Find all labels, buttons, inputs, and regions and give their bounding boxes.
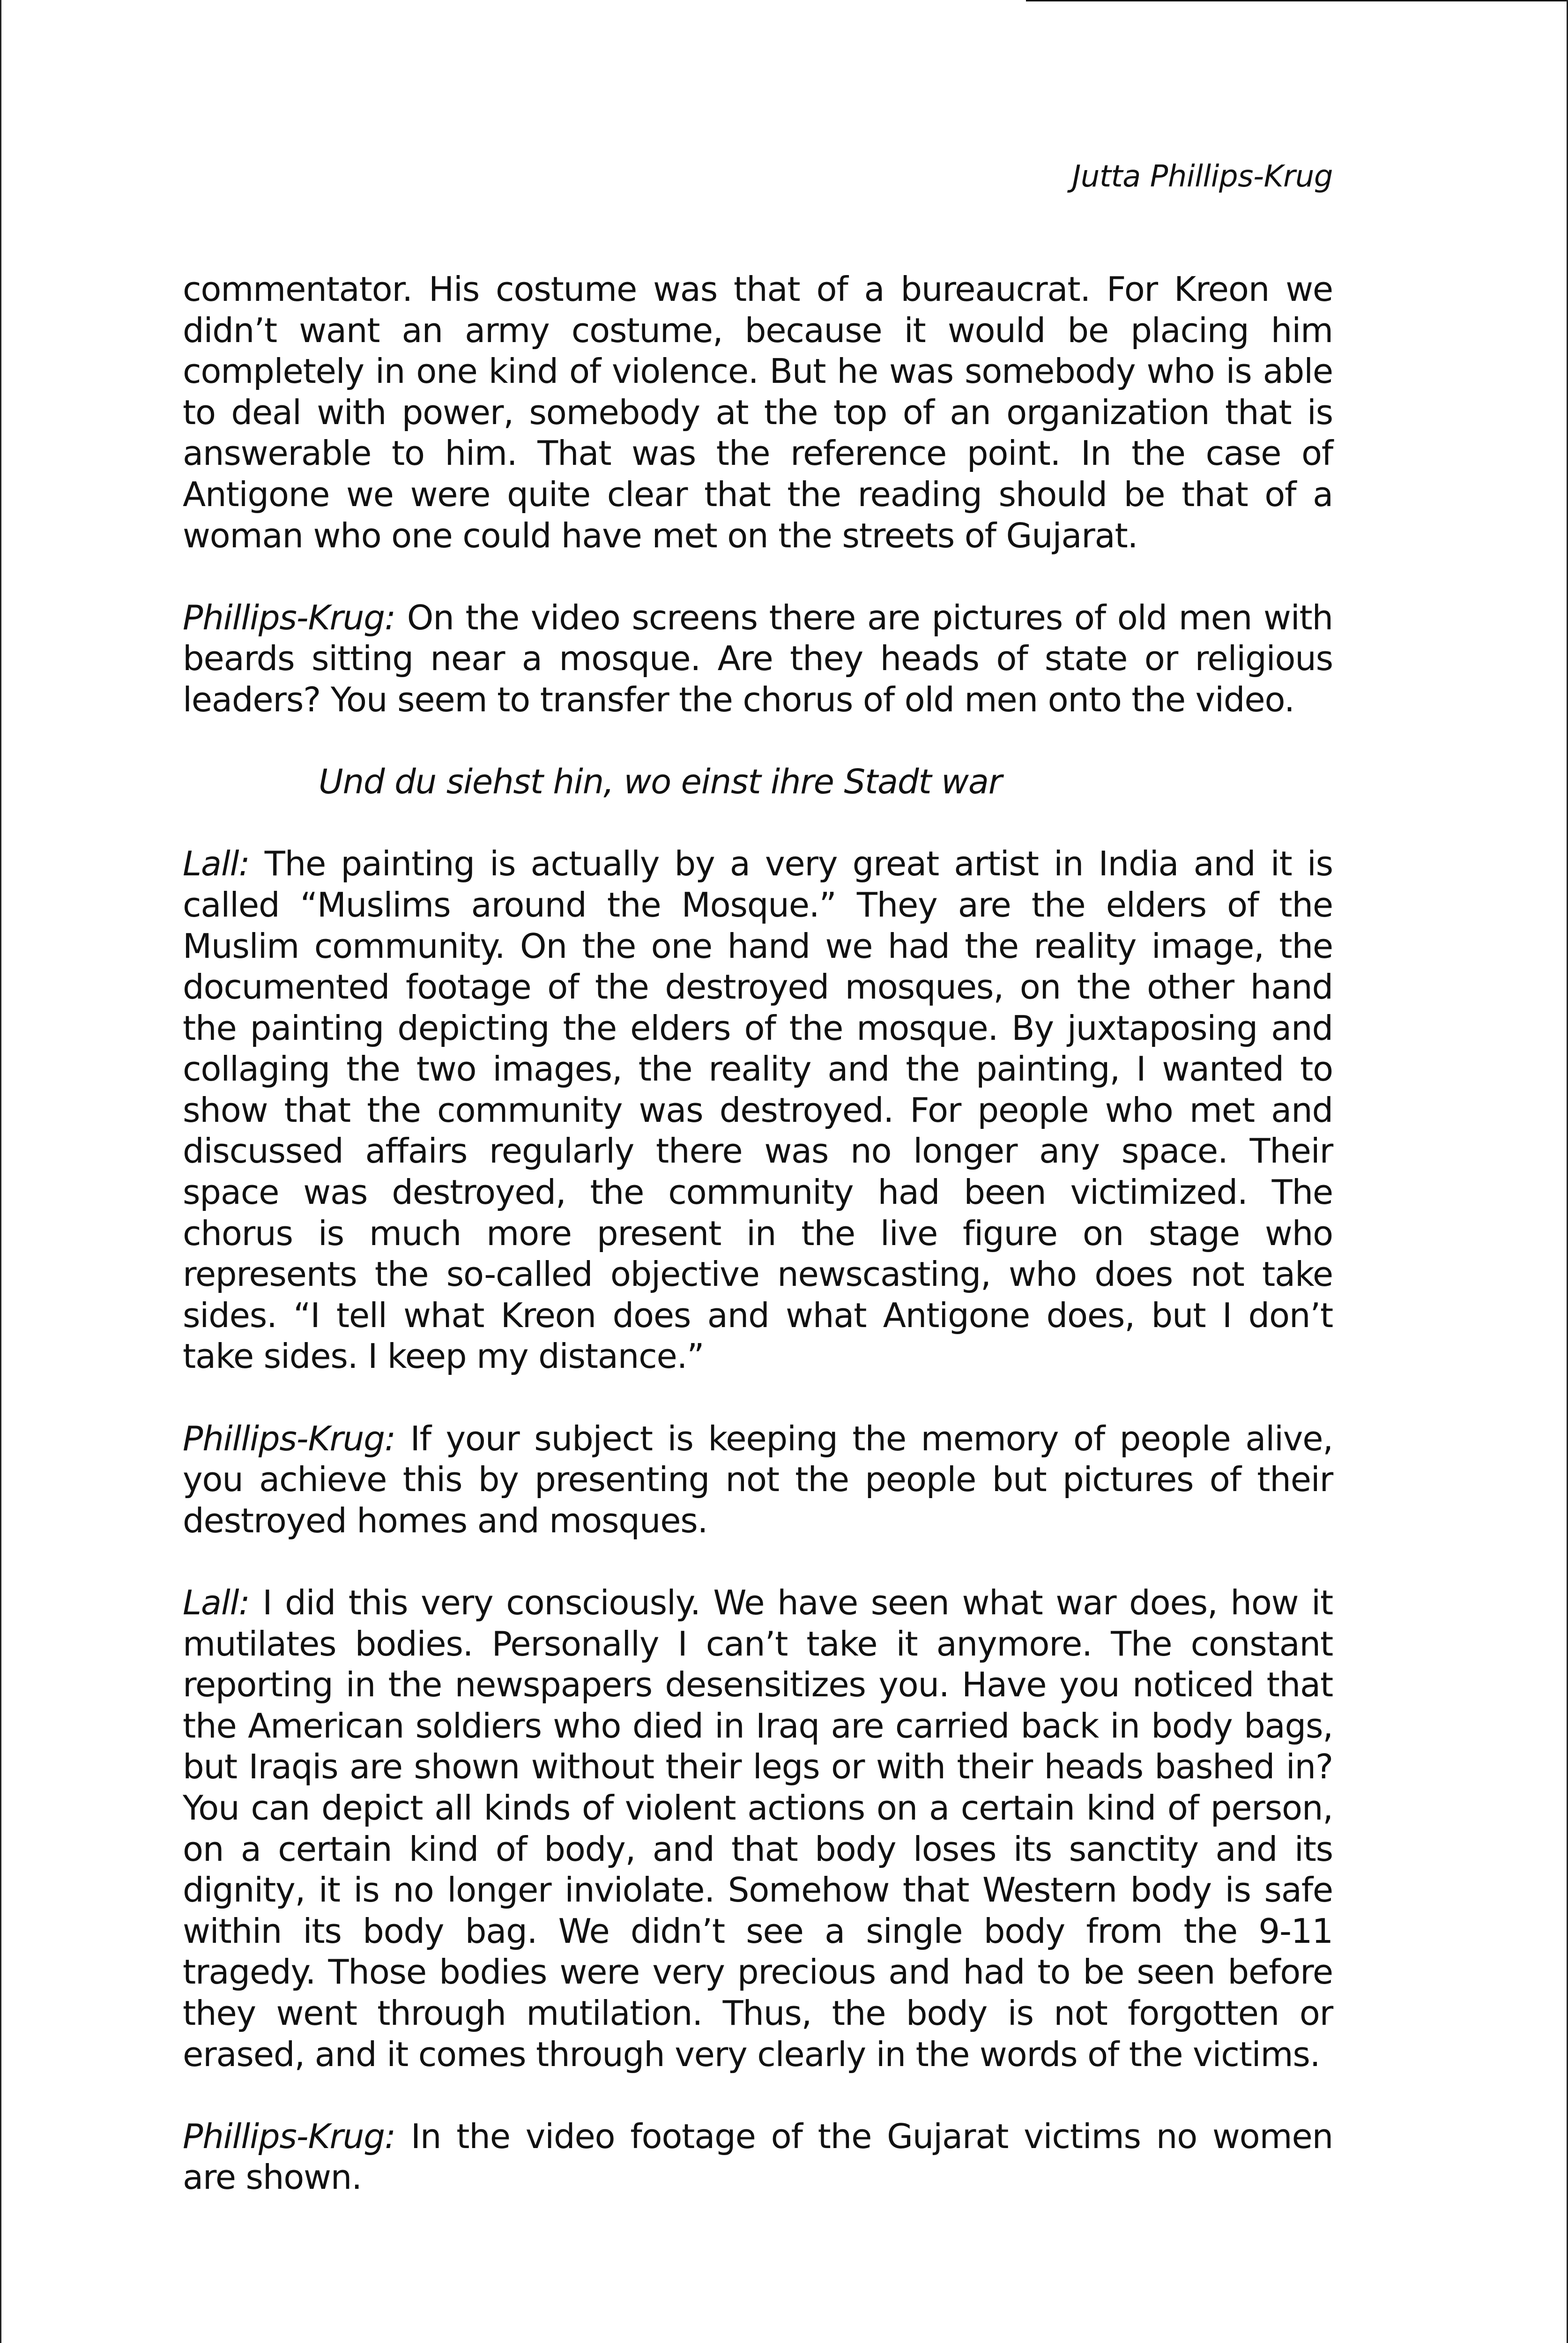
paragraph-text: The painting is actually by a very great artist in India and it is called “Muslims around the Mosque.” They are the elders of the Muslim community. On the one hand we had the reality image, the documented footage of the destroyed mosques, on the other hand the painting depicting the elders of the mosque. By juxtaposing and collaging the two images, the reality and the painting, I wanted to show that the community was destroyed. For people who met and discussed affairs regularly there was no longer any space. Their space was destroyed, the community had been victimized. The chorus is much more present in the live figure on stage who represents the so-called objective newscasting, who does not take sides. “I tell what Kreon does and what Antigone does, but I don’t take sides. I keep my distance.” [183,844,1333,1376]
speaker-label: Lall: [183,1583,250,1622]
running-head: Jutta Phillips-Krug [1072,159,1333,194]
speaker-label: Phillips-Krug: [183,1418,395,1458]
paragraph-text: I did this very consciously. We have seen what war does, how it mutilates bodies. Personally I can’t take it anymore. The constant reporting in the newspapers desensitizes you. Have you noticed that the American soldiers who died in Iraq are carried back in body bags, but Iraqis are shown without their legs or with their heads bashed in? You can depict all kinds of violent actions on a certain kind of person, on a certain kind of body, and that body loses its sanctity and its dignity, it is no longer inviolate. Somehow that Western body is safe within its body bag. We didn’t see a single body from the 9-11 tragedy. Those bodies were very precious and had to be seen before they went through mutilation. Thus, the body is not forgotten or erased, and it comes through very clearly in the words of the victims. [183,1583,1333,2074]
speaker-label: Phillips-Krug: [183,597,395,637]
speaker-label: Lall: [183,844,250,884]
speaker-label: Phillips-Krug: [183,2116,395,2156]
paragraph-3 [183,843,1333,1377]
quote-line: Und du siehst hin, wo einst ihre Stadt war [319,762,1002,802]
page-edge-left [0,0,1,2343]
paragraph-text: In the video footage of the Gujarat victims no women are shown. [183,2116,1333,2197]
page-body [183,269,1333,2239]
paragraph-2 [183,597,1333,721]
paragraph-text: If your subject is keeping the memory of people alive, you achieve this by presenting not the people but pictures of their destroyed homes and mosques. [183,1418,1333,1540]
paragraph-6 [183,2116,1333,2198]
paragraph-5 [183,1582,1333,2075]
paragraph-4 [183,1418,1333,1542]
paragraph-1: commentator. His costume was that of a bureaucrat. For Kreon we didn’t want an army costume, because it would be placing him completely in one kind of violence. But he was somebody who is able to deal with power, somebody at the top of an organization that is answerable to him. That was the reference point. In the case of Antigone we were quite clear that the reading should be that of a woman who one could have met on the streets of Gujarat. [183,269,1333,555]
paragraph-text: On the video screens there are pictures of old men with beards sitting near a mosque. Are they heads of state or religious leaders? You seem to transfer the chorus of old men onto the video. [183,597,1333,719]
page-edge-top [1026,0,1568,1]
